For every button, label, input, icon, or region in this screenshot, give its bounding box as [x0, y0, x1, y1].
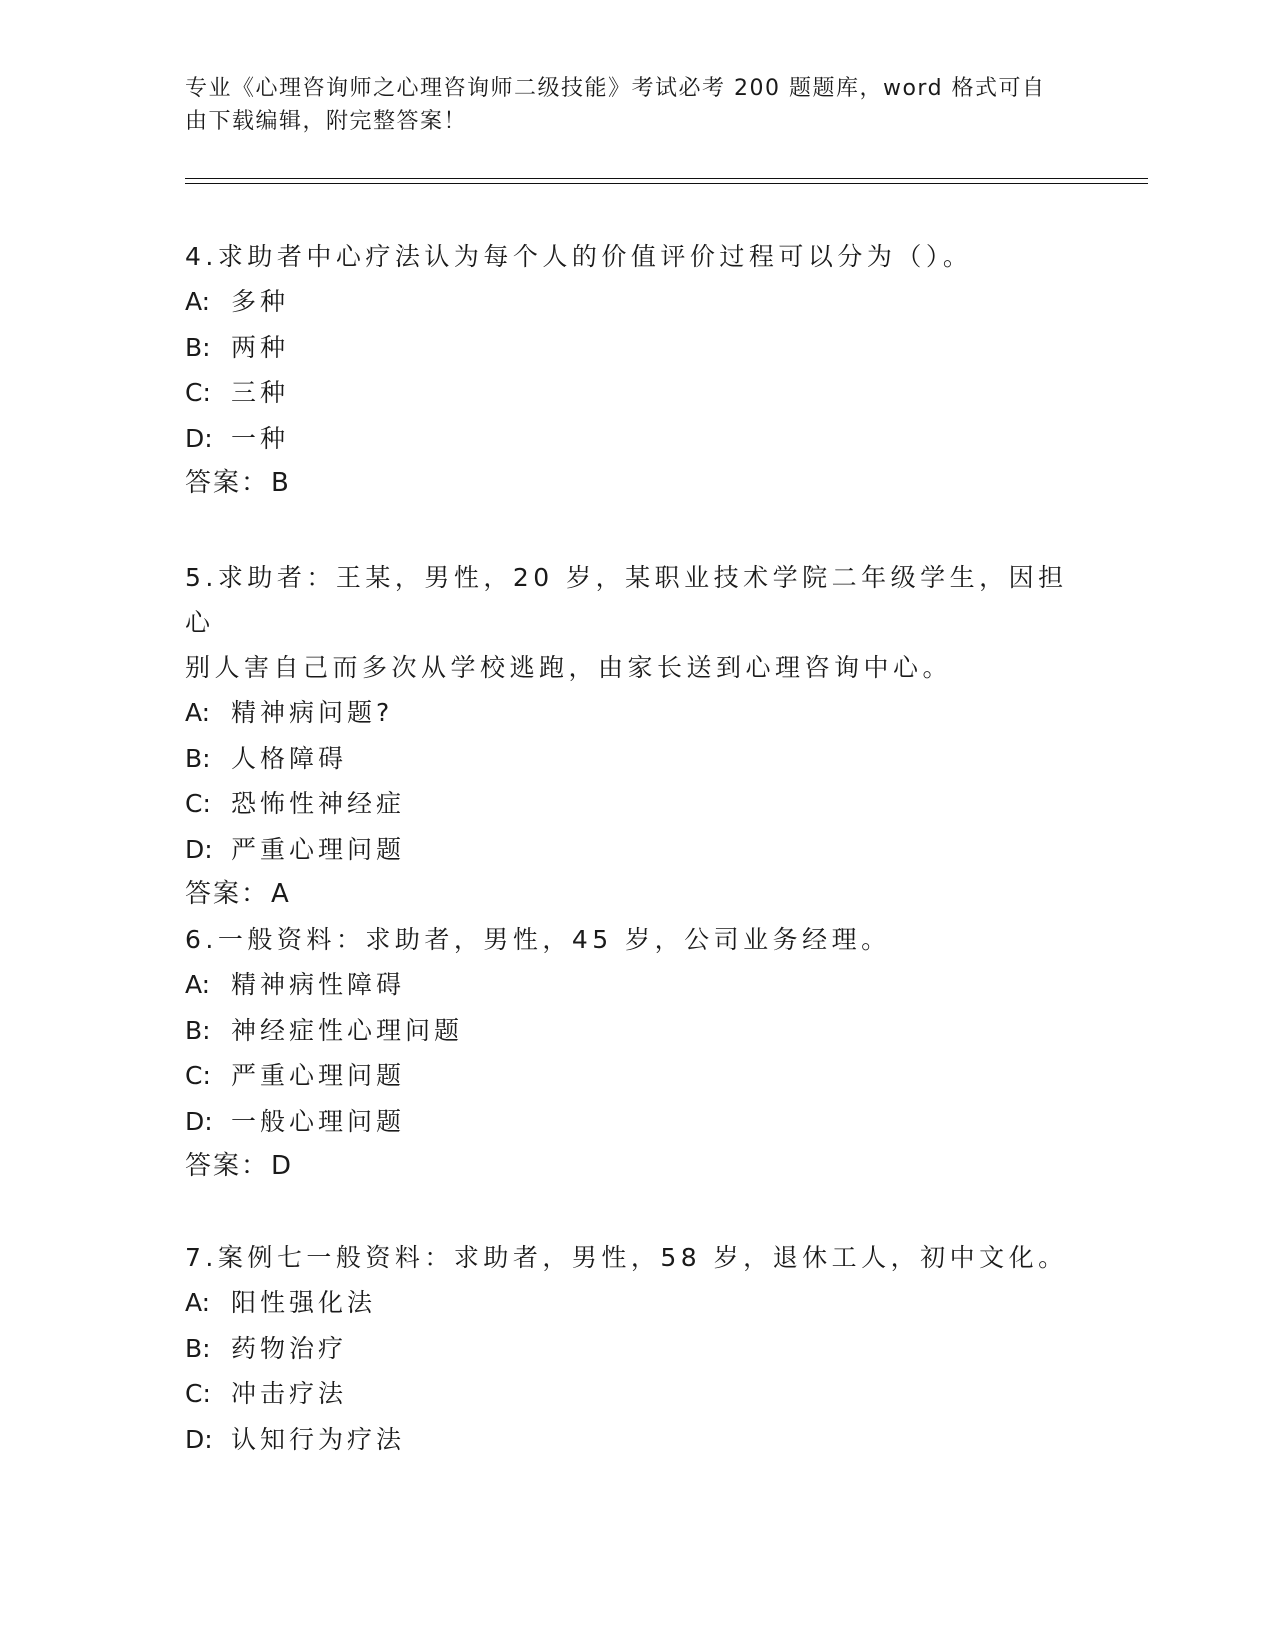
option-d: [185, 1417, 1085, 1463]
option-c: [185, 1371, 1085, 1417]
option-b: [185, 736, 1085, 782]
option-letter: B:: [185, 1015, 211, 1045]
answer-line: [185, 872, 1085, 917]
option-letter: C:: [185, 1061, 211, 1090]
question-stem: 5.求助者：王某，男性，20 岁，某职业技术学院二年级学生，因担心: [185, 563, 1068, 637]
option-text: 一种: [231, 423, 290, 453]
answer-label: 答案：: [185, 1151, 270, 1181]
question-7: [185, 1235, 1085, 1462]
question-stem: 7.案例七一般资料：求助者，男性，58 岁，退休工人，初中文化。: [185, 1243, 1068, 1272]
answer-line: [185, 461, 1085, 506]
option-text: 两种: [231, 332, 290, 362]
option-text: 人格障碍: [231, 743, 348, 773]
option-text: 严重心理问题: [231, 1061, 406, 1090]
question-5: [185, 555, 1085, 917]
option-c: [185, 1053, 1085, 1099]
option-letter: C:: [185, 789, 211, 818]
option-a: [185, 279, 1085, 325]
option-letter: D:: [185, 834, 213, 864]
option-text: 精神病性障碍: [231, 970, 406, 999]
option-c: [185, 370, 1085, 416]
option-text: 恐怖性神经症: [231, 789, 406, 818]
answer-value: B: [271, 468, 291, 498]
option-b: [185, 325, 1085, 371]
option-text: 严重心理问题: [231, 834, 406, 864]
header-divider-top: [185, 178, 1148, 179]
option-a: [185, 690, 1085, 736]
option-text: 神经症性心理问题: [231, 1015, 464, 1045]
option-letter: C:: [185, 378, 211, 407]
option-letter: A:: [185, 1288, 211, 1317]
option-letter: A:: [185, 698, 211, 727]
question-stem: 6.一般资料：求助者，男性，45 岁，公司业务经理。: [185, 925, 891, 954]
option-text: 认知行为疗法: [231, 1424, 406, 1454]
option-letter: A:: [185, 970, 211, 999]
question-6: [185, 917, 1085, 1189]
option-b: [185, 1326, 1085, 1372]
option-letter: B:: [185, 1333, 211, 1363]
option-text: 三种: [231, 378, 290, 407]
option-a: [185, 962, 1085, 1008]
option-c: [185, 781, 1085, 827]
option-a: [185, 1280, 1085, 1326]
header-divider-bottom: [185, 183, 1148, 184]
header-line-1: 专业《心理咨询师之心理咨询师二级技能》考试必考 200 题题库，word 格式可自: [185, 76, 1046, 101]
question-stem: 4.求助者中心疗法认为每个人的价值评价过程可以分为（）。: [185, 242, 973, 271]
option-text: 药物治疗: [231, 1333, 348, 1363]
answer-label: 答案：: [185, 879, 270, 909]
option-letter: D:: [185, 423, 213, 453]
option-text: 精神病问题?: [231, 698, 394, 727]
option-b: [185, 1008, 1085, 1054]
answer-label: 答案：: [185, 468, 270, 498]
question-stem-continued: 别人害自己而多次从学校逃跑，由家长送到心理咨询中心。: [185, 653, 953, 682]
option-text: 冲击疗法: [231, 1379, 348, 1408]
option-text: 一般心理问题: [231, 1106, 406, 1136]
option-letter: B:: [185, 743, 211, 773]
option-letter: B:: [185, 332, 211, 362]
option-d: [185, 1099, 1085, 1145]
question-4: [185, 234, 1085, 506]
header-line-2: 由下载编辑，附完整答案！: [185, 109, 468, 134]
option-d: [185, 827, 1085, 873]
option-text: 阳性强化法: [231, 1288, 377, 1317]
option-text: 多种: [231, 287, 290, 316]
document-header: [185, 72, 1085, 138]
answer-value: D: [271, 1151, 294, 1181]
option-d: [185, 416, 1085, 462]
answer-value: A: [271, 879, 291, 909]
answer-line: [185, 1144, 1085, 1189]
option-letter: D:: [185, 1106, 213, 1136]
option-letter: D:: [185, 1424, 213, 1454]
option-letter: C:: [185, 1379, 211, 1408]
option-letter: A:: [185, 287, 211, 316]
